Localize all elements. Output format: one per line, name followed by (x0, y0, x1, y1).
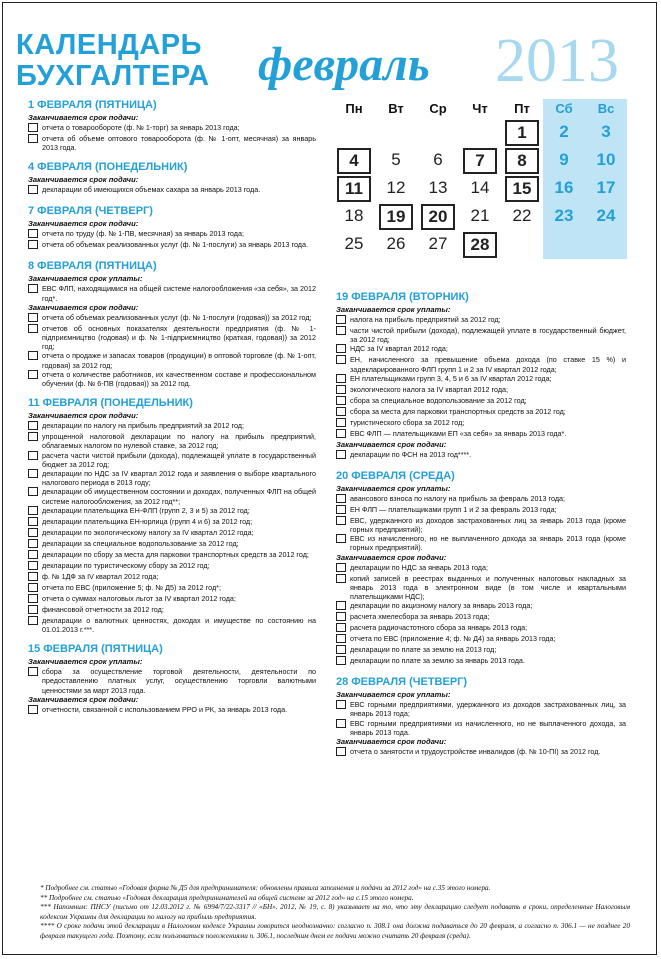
deadline-item (28, 469, 316, 487)
checkbox-icon (28, 313, 38, 322)
deadline-item-text: авансового взноса по налогу на прибыль за февраль 2013 года; (350, 493, 566, 503)
deadline-item (28, 705, 316, 716)
calendar-day-cell: 14 (470, 178, 490, 197)
checkbox-icon (28, 506, 38, 515)
deadline-item (28, 351, 316, 369)
deadline-item-text: декларации по экологическому налогу за IV квартал 2012 года; (42, 527, 254, 537)
deadline-item-text: декларации по сбору за места для парковки транспортных средств за 2012 год; (42, 549, 309, 559)
deadline-item-text: декларации за специальное водопользование за 2012 год; (42, 538, 239, 548)
checkbox-icon (28, 229, 38, 238)
deadline-item-text: ЕВС ФЛП, находящимися на общей системе налогообложения «за себя», за 2012 год*. (42, 284, 316, 303)
calendar-day-deadline: 4 (337, 148, 371, 174)
footnotes (40, 884, 630, 942)
deadline-subheading: Заканчивается срок подачи: (336, 439, 447, 449)
deadline-item (28, 539, 316, 550)
checkbox-icon (28, 667, 38, 676)
deadline-item (28, 605, 316, 616)
deadline-item (28, 528, 316, 539)
deadline-item-text: расчета радиочастотного сбора за январь 2013 года; (350, 623, 528, 633)
deadline-item (28, 561, 316, 572)
deadline-item-text: отчета по ЕВС (приложение 4; ф. № Д4) за январь 2013 года; (350, 634, 556, 644)
deadline-subheading: Заканчивается срок уплаты: (336, 483, 451, 493)
deadline-item (28, 550, 316, 561)
deadline-item (336, 494, 626, 505)
calendar-day-deadline: 11 (337, 176, 371, 202)
deadline-item (336, 385, 626, 396)
deadline-item-text: ф. № 1ДФ за IV квартал 2012 года; (42, 571, 159, 581)
checkbox-icon (336, 505, 346, 514)
calendar-day-cell (417, 119, 459, 147)
checkbox-icon (336, 315, 346, 324)
calendar-week (333, 175, 628, 203)
checkbox-icon (28, 487, 38, 496)
calendar-day-deadline: 20 (421, 204, 455, 230)
calendar-day-cell (333, 175, 375, 203)
deadline-item (28, 240, 316, 251)
month-title: февраль (258, 38, 430, 91)
calendar-day-cell (333, 147, 375, 175)
checkbox-icon (28, 351, 38, 360)
deadline-item (28, 123, 316, 134)
deadline-item-text: сбора за места для парковки транспортных средств за 2012 год; (350, 406, 566, 416)
calendar-day-cell: 3 (585, 119, 627, 147)
deadline-item (336, 429, 626, 440)
deadline-item (336, 418, 626, 429)
checkbox-icon (28, 284, 38, 293)
checkbox-icon (336, 719, 346, 728)
checkbox-icon (336, 516, 346, 525)
deadline-item (28, 421, 316, 432)
deadline-date-title: 11 ФЕВРАЛЯ (ПОНЕДЕЛЬНИК) (28, 397, 193, 410)
checkbox-icon (28, 550, 38, 559)
deadline-subheading: Заканчивается срок подачи: (28, 175, 139, 185)
deadline-item-text: ЕВС, удержанного из доходов застрахованных лиц за январь 2013 года (кроме горных предприятий); (350, 515, 626, 535)
deadline-subheading: Заканчивается срок подачи: (28, 219, 139, 229)
right-column (336, 291, 626, 767)
checkbox-icon (28, 134, 38, 143)
deadline-item (28, 616, 316, 634)
calendar-day-cell (417, 203, 459, 231)
deadline-item (28, 324, 316, 352)
calendar-day-cell: 17 (585, 175, 627, 203)
checkbox-icon (336, 450, 346, 459)
deadline-item-text: отчета об объеме оптового товарооборота (ф. № 1-опт, месячная) за январь 2013 года. (42, 134, 316, 153)
calendar-day-cell (333, 119, 375, 147)
calendar-day-cell (543, 231, 585, 259)
deadline-item (336, 601, 626, 612)
deadline-item (336, 700, 626, 718)
deadline-item-text: декларации по туристическому сбору за 2012 год; (42, 560, 210, 570)
deadline-date-title: 19 ФЕВРАЛЯ (ВТОРНИК) (336, 291, 469, 303)
checkbox-icon (28, 705, 38, 714)
deadline-item-text: декларации по налогу на прибыль предприятий за 2012 год; (42, 421, 244, 431)
calendar-day-cell (501, 119, 543, 147)
calendar-day-cell: 12 (386, 178, 406, 197)
deadline-subheading: Заканчивается срок подачи: (28, 694, 139, 704)
calendar-grid (333, 119, 628, 259)
deadline-item (336, 407, 626, 418)
calendar-week (333, 203, 628, 231)
checkbox-icon (336, 385, 346, 394)
deadline-item-text: НДС за IV квартал 2012 года; (350, 344, 448, 354)
calendar-day-cell: 18 (344, 206, 364, 225)
deadline-item-text: декларации по НДС за IV квартал 2012 года и заявления о выборе квартального налогового периода в 2013 году; (42, 469, 316, 488)
calendar-day-cell: 13 (428, 178, 448, 197)
checkbox-icon (28, 370, 38, 379)
calendar-day-cell: 21 (470, 206, 490, 225)
checkbox-icon (28, 528, 38, 537)
deadline-subheading: Заканчивается срок уплаты: (336, 690, 451, 700)
checkbox-icon (336, 494, 346, 503)
checkbox-icon (28, 185, 38, 194)
checkbox-icon (336, 634, 346, 643)
deadline-subheading: Заканчивается срок подачи: (28, 302, 139, 312)
weekday-header: Пн (345, 101, 363, 116)
checkbox-icon (336, 623, 346, 632)
calendar-week (333, 119, 628, 147)
deadline-item (28, 594, 316, 605)
deadline-date-title: 20 ФЕВРАЛЯ (СРЕДА) (336, 469, 455, 482)
calendar-day-cell (585, 231, 627, 259)
deadline-item (28, 667, 316, 695)
calendar-day-deadline: 19 (379, 204, 413, 230)
deadline-item-text: декларации плательщика ЕН-ФЛП (групп 2, 3 и 5) за 2012 год; (42, 505, 250, 515)
deadline-item-text: декларации по акцизному налогу за январь 2013 года; (350, 601, 533, 611)
deadline-item-text: расчета хмелесбора за январь 2013 года; (350, 612, 490, 622)
deadline-item (336, 719, 626, 737)
deadline-item-text: налога на прибыль предприятий за 2012 год; (350, 315, 501, 324)
deadline-item (336, 623, 626, 634)
checkbox-icon (336, 747, 346, 756)
weekday-header: Ср (429, 101, 447, 116)
calendar-day-cell (501, 175, 543, 203)
calendar-day-deadline: 1 (505, 120, 539, 146)
deadline-item-text: ЕН ФЛП — плательщиками групп 1 и 2 за февраль 2013 года; (350, 504, 557, 514)
deadline-item-text: копий записей в реестрах выданных и полученных налоговых накладных за январь 2013 года в электронном виде (в том числе и квартальными плательщиками НДС); (350, 573, 626, 602)
checkbox-icon (28, 469, 38, 478)
deadline-date-title: 15 ФЕВРАЛЯ (ПЯТНИЦА) (28, 643, 163, 656)
checkbox-icon (336, 534, 346, 543)
deadline-item-text: сбора за специальное водопользование за 2012 год; (350, 395, 527, 405)
calendar-day-deadline: 15 (505, 176, 539, 202)
deadline-item-text: декларации плательщика ЕН-юрлица (групп 4 и 6) за 2012 год; (42, 516, 253, 526)
deadline-item-text: отчета о товарообороте (ф. № 1-торг) за январь 2013 года; (42, 123, 240, 132)
deadline-item (28, 432, 316, 450)
checkbox-icon (28, 123, 38, 132)
deadline-item (28, 487, 316, 505)
calendar-day-cell (501, 231, 543, 259)
brand-line-2: БУХГАЛТЕРА (16, 60, 210, 92)
calendar-day-cell (375, 203, 417, 231)
deadline-item-text: экологического налога за IV квартал 2012 года; (350, 384, 509, 394)
deadline-date-title: 8 ФЕВРАЛЯ (ПЯТНИЦА) (28, 260, 157, 273)
deadline-subheading: Заканчивается срок подачи: (336, 552, 447, 562)
deadline-item-text: отчетов об основных показателях деятельности предприятия (ф. № 1-підприємництво (годовая) и ф. № 1-підприємництво (краткая, годовая)) за 2012 год; (42, 323, 316, 352)
checkbox-icon (28, 594, 38, 603)
checkbox-icon (336, 574, 346, 583)
footnote: **** О сроке подачи этой декларации в Налоговом кодексе Украины говорится неоднозначно: согласно п. 308.1 она должна подаваться до 20 февраля, а согласно п. 306.1 — не позднее 20 февраля такущего года. Поэтому, если пользоваться положениями п. 306.1, последним днем ее подачи можно считать 20 февраля (среда). (40, 922, 630, 940)
checkbox-icon (28, 432, 38, 441)
deadline-date-title: 28 ФЕВРАЛЯ (ЧЕТВЕРГ) (336, 676, 468, 689)
deadline-section (28, 260, 316, 388)
deadline-section (336, 676, 626, 758)
deadline-item-text: ЕН плательщиками групп 3, 4, 5 и 6 за IV квартал 2012 года; (350, 373, 552, 383)
checkbox-icon (336, 656, 346, 665)
year-title: 2013 (495, 27, 619, 95)
checkbox-icon (28, 561, 38, 570)
footnote: ** Подробнее см. статью «Годовая декларация предпринимателей на общей системе за 2012 год» на с.15 этого номера. (40, 893, 414, 902)
calendar-day-cell: 25 (344, 234, 364, 253)
deadline-item (28, 229, 316, 240)
deadline-item (28, 583, 316, 594)
deadline-section (28, 643, 316, 716)
weekday-header: Сб (543, 99, 585, 119)
calendar-day-cell: 23 (543, 203, 585, 231)
calendar-day-cell: 22 (512, 206, 532, 225)
calendar-day-cell (501, 147, 543, 175)
checkbox-icon (28, 572, 38, 581)
deadline-item (28, 451, 316, 469)
deadline-item-text: отчетности, связанной с использованием РРО и РК, за январь 2013 года. (42, 704, 288, 714)
calendar-day-deadline: 28 (463, 232, 497, 258)
calendar-week (333, 147, 628, 175)
calendar-day-cell: 9 (543, 147, 585, 175)
footnote: * Подробнее см. статью «Годовая форма № Д5 для предпринимателя: обновлены правила заполнения и подачи за 2012 год» на с.35 этого номера. (40, 884, 491, 892)
checkbox-icon (28, 539, 38, 548)
deadline-item (336, 344, 626, 355)
calendar-day-cell: 10 (585, 147, 627, 175)
deadline-item-text: ЕН, начисленного за превышение объема дохода (по ставке 15 %) и задекларированного ФЛП групп 1 и 2 за IV квартал 2012 года; (350, 355, 626, 374)
deadline-item (336, 563, 626, 574)
deadline-item-text: упрощенной налоговой декларации по налогу на прибыль предприятий, облагаемых налогом по нулевой ставке, за 2012 год; (42, 432, 316, 451)
deadline-subheading: Заканчивается срок уплаты: (336, 305, 451, 314)
deadline-item (336, 634, 626, 645)
checkbox-icon (28, 324, 38, 333)
deadline-section (28, 397, 316, 634)
deadline-item-text: отчета о занятости и трудоустройстве инвалидов (ф. № 10-ПІ) за 2012 год. (350, 747, 601, 757)
checkbox-icon (28, 605, 38, 614)
checkbox-icon (28, 616, 38, 625)
deadline-item (28, 313, 316, 324)
calendar-day-cell: 5 (391, 150, 401, 169)
calendar-day-cell (375, 119, 417, 147)
deadline-item-text: отчета по труду (ф. № 1-ПВ, месячная) за январь 2013 года; (42, 229, 244, 239)
checkbox-icon (336, 326, 346, 335)
checkbox-icon (28, 583, 38, 592)
deadline-item (336, 326, 626, 344)
deadline-item-text: сбора за осуществление торговой деятельности, деятельности по предоставлению платных услуг, осуществлению торговли валютными ценностями за март 2013 года. (42, 667, 316, 695)
deadline-item (28, 572, 316, 583)
deadline-date-title: 7 ФЕВРАЛЯ (ЧЕТВЕРГ) (28, 205, 153, 218)
calendar-header (333, 99, 628, 119)
calendar-day-cell: 2 (543, 119, 585, 147)
calendar-day-cell (459, 119, 501, 147)
checkbox-icon (336, 429, 346, 438)
calendar-day-deadline: 7 (463, 148, 497, 174)
calendar-day-deadline: 8 (505, 148, 539, 174)
deadline-item-text: финансовой отчетности за 2012 год; (42, 604, 164, 614)
deadline-item-text: ЕВС горными предприятиями из начисленного, но не выплаченного дохода, за январь 2013 года. (350, 718, 626, 737)
checkbox-icon (336, 612, 346, 621)
checkbox-icon (28, 240, 38, 249)
deadline-item-text: ЕВС горными предприятиями, удержанного из доходов застрахованных лиц, за январь 2013 года; (350, 700, 626, 719)
footnote: *** Напомним: ПНСУ (письмо от 12.03.2012 г. № 6994/7/22-3317 // «БН». 2012, № 19, с. 8) указывает на то, что эту декларацию следует подавать в сроки, определенные Налоговым кодексом Украины для декларации по налогу на прибыль предприятия. (40, 903, 630, 921)
checkbox-icon (28, 421, 38, 430)
deadline-subheading: Заканчивается срок подачи: (28, 411, 139, 421)
deadline-item-text: отчета о количестве работников, их качественном составе и профессиональном обучении (ф. № 6-ПВ (годовая)) за 2012 год. (42, 369, 316, 389)
deadline-item-text: расчета части чистой прибыли (дохода), подлежащей уплате в государственный бюджет за 2012 год; (42, 450, 316, 469)
deadline-section (336, 470, 626, 667)
deadline-item-text: декларации по ФСН на 2013 год****. (350, 449, 472, 459)
brand-line-1: КАЛЕНДАРЬ (16, 29, 202, 61)
deadline-date-title: 1 ФЕВРАЛЯ (ПЯТНИЦА) (28, 99, 157, 111)
deadline-subheading: Заканчивается срок уплаты: (28, 274, 143, 284)
deadline-item (28, 185, 316, 196)
deadline-item-text: декларации об имущественном состоянии и доходах, полученных ФЛП на общей системе налогообложения, за 2012 год**; (42, 487, 316, 506)
calendar-day-cell (459, 231, 501, 259)
deadline-item-text: отчета об объемах реализованных услуг (ф. № 1-послуги) за январь 2013 года. (42, 240, 308, 250)
checkbox-icon (336, 601, 346, 610)
deadline-item (336, 534, 626, 552)
month-calendar (333, 99, 628, 259)
deadline-item (336, 315, 626, 326)
deadline-item-text: декларации по НДС за январь 2013 года; (350, 562, 488, 572)
deadline-item (336, 656, 626, 667)
checkbox-icon (336, 407, 346, 416)
deadline-section (28, 161, 316, 196)
deadline-item-text: декларации по плате за землю на 2013 год; (350, 645, 497, 655)
deadline-date-title: 4 ФЕВРАЛЯ (ПОНЕДЕЛЬНИК) (28, 161, 188, 174)
checkbox-icon (336, 700, 346, 709)
deadline-item (336, 505, 626, 516)
weekday-header: Вт (388, 101, 404, 116)
checkbox-icon (28, 451, 38, 460)
calendar-day-cell: 24 (585, 203, 627, 231)
calendar-day-cell (459, 147, 501, 175)
checkbox-icon (28, 517, 38, 526)
deadline-item (336, 645, 626, 656)
checkbox-icon (336, 396, 346, 405)
calendar-day-cell: 26 (386, 234, 406, 253)
deadline-item-text: ЕВС ФЛП — плательщиками ЕП «за себя» за январь 2013 года*. (350, 428, 567, 438)
calendar-week (333, 231, 628, 259)
calendar-day-cell: 6 (433, 150, 443, 169)
deadline-item-text: декларации по плате за землю за январь 2013 года. (350, 656, 525, 666)
deadline-item (336, 747, 626, 758)
deadline-item-text: отчета по ЕВС (приложение 5; ф. № Д5) за 2012 год*; (42, 582, 221, 592)
deadline-item (336, 574, 626, 602)
deadline-item-text: отчета об объемах реализованных услуг (ф. № 1-послуги (годовая)) за 2012 год; (42, 312, 312, 322)
deadline-item (336, 516, 626, 534)
deadline-item (336, 396, 626, 407)
checkbox-icon (336, 418, 346, 427)
deadline-item-text: ЕВС из начисленного, но не выплаченного дохода за январь 2013 года (кроме горных предприятий). (350, 534, 626, 553)
deadline-item-text: декларации о валютных ценностях, доходах и имуществе по состоянию на 01.01.2013 г.***. (42, 615, 316, 635)
deadline-item (336, 612, 626, 623)
checkbox-icon (336, 374, 346, 383)
deadline-subheading: Заканчивается срок подачи: (336, 737, 447, 747)
calendar-day-cell: 16 (543, 175, 585, 203)
checkbox-icon (336, 344, 346, 353)
deadline-section (336, 291, 626, 461)
deadline-subheading: Заканчивается срок уплаты: (28, 657, 143, 667)
weekday-header: Вс (585, 99, 627, 119)
deadline-item (28, 284, 316, 302)
deadline-item (28, 370, 316, 388)
deadline-item-text: декларации об имеющихся объемах сахара за январь 2013 года. (42, 185, 261, 195)
deadline-item (336, 374, 626, 385)
deadline-item-text: отчета о суммах налоговых льгот за IV квартал 2012 года; (42, 593, 236, 603)
checkbox-icon (336, 645, 346, 654)
deadline-item (336, 450, 626, 461)
checkbox-icon (336, 355, 346, 364)
weekday-header: Чт (472, 101, 488, 116)
deadline-item-text: части чистой прибыли (дохода), подлежащей уплате в государственный бюджет, за 2012 год; (350, 326, 626, 345)
deadline-item (28, 134, 316, 152)
deadline-section (28, 205, 316, 251)
deadline-section (28, 99, 316, 152)
deadline-item (28, 517, 316, 528)
weekday-header: Пт (514, 101, 530, 116)
deadline-item (336, 355, 626, 373)
checkbox-icon (336, 563, 346, 572)
brand-title (16, 30, 210, 92)
deadline-item (28, 506, 316, 517)
left-column (28, 99, 316, 725)
deadline-item-text: туристического сбора за 2012 год; (350, 417, 465, 427)
deadline-subheading: Заканчивается срок подачи: (28, 113, 139, 122)
calendar-day-cell: 27 (428, 234, 448, 253)
deadline-item-text: отчета о продаже и запасах товаров (продукции) в оптовой торговле (ф. № 1-опт, годовая) за 2012 год; (42, 351, 316, 370)
